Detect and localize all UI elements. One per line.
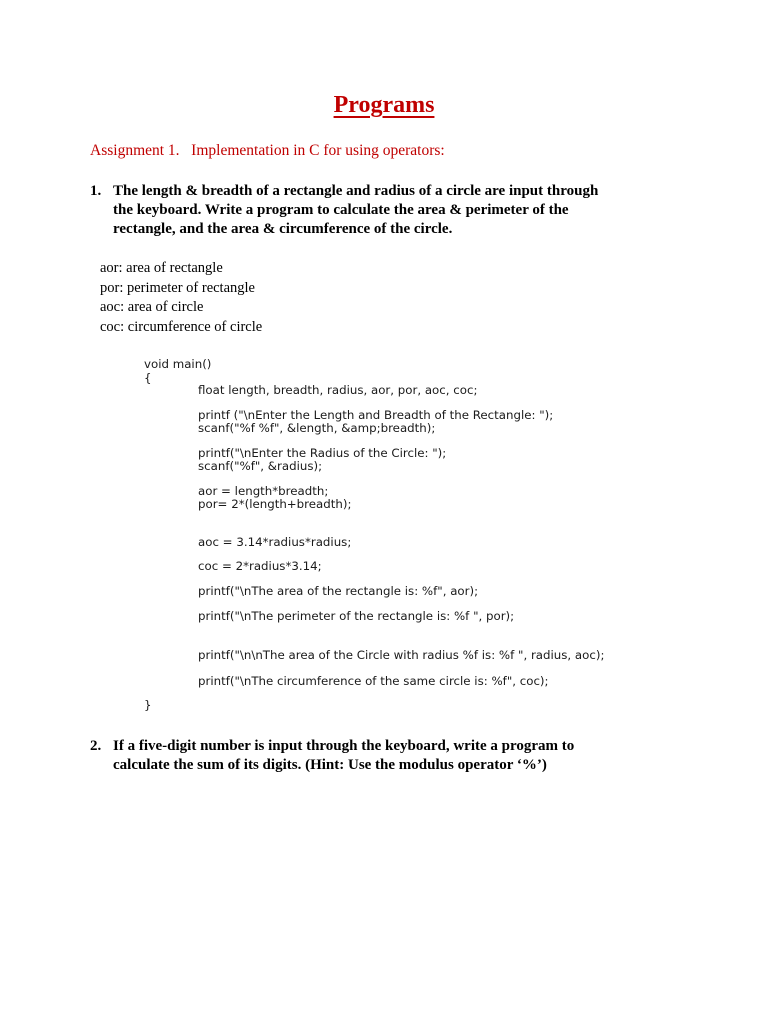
code-line: por= 2*(length+breadth);: [198, 497, 352, 511]
question-text: [113, 182, 673, 239]
code-line: coc = 2*radius*3.14;: [198, 559, 322, 573]
question-line: The length & breadth of a rectangle and radius of a circle are input through: [113, 183, 599, 199]
code-line: printf ("\nEnter the Length and Breadth of the Rectangle: ");: [198, 408, 554, 422]
page-title: Programs: [333, 92, 435, 118]
question-text: [113, 737, 673, 775]
code-line: scanf("%f %f", &length, &amp;breadth);: [198, 421, 436, 435]
code-line: void main(): [144, 357, 212, 371]
code-line: printf("\nThe perimeter of the rectangle is: %f ", por);: [198, 609, 515, 623]
question-line: calculate the sum of its digits. (Hint: Use the modulus operator ‘%’): [113, 757, 547, 773]
definition-item: aoc: area of circle: [100, 299, 204, 315]
assignment-heading: Assignment 1. Implementation in C for using operators:: [90, 142, 445, 159]
code-line: scanf("%f", &radius);: [198, 459, 323, 473]
code-line: float length, breadth, radius, aor, por, aoc, coc;: [198, 383, 478, 397]
definition-item: aor: area of rectangle: [100, 260, 223, 276]
code-line: aor = length*breadth;: [198, 484, 329, 498]
definition-item: por: perimeter of rectangle: [100, 279, 255, 296]
question-number: 2.: [90, 738, 102, 754]
definitions-list: [100, 259, 262, 337]
question-line: the keyboard. Write a program to calculate the area & perimeter of the: [113, 202, 569, 218]
question-line: rectangle, and the area & circumference of the circle.: [113, 221, 453, 237]
code-line: {: [144, 371, 152, 385]
code-line: }: [144, 698, 152, 712]
code-line: aoc = 3.14*radius*radius;: [198, 535, 352, 549]
definition-item: coc: circumference of circle: [100, 318, 263, 335]
code-line: printf("\n\nThe area of the Circle with radius %f is: %f ", radius, aoc);: [198, 648, 605, 662]
code-line: printf("\nThe circumference of the same circle is: %f", coc);: [198, 674, 549, 688]
code-line: printf("\nEnter the Radius of the Circle: ");: [198, 446, 447, 460]
code-line: printf("\nThe area of the rectangle is: %f", aor);: [198, 584, 479, 598]
question-line: If a five-digit number is input through the keyboard, write a program to: [113, 738, 575, 754]
question-number: 1.: [90, 183, 102, 199]
